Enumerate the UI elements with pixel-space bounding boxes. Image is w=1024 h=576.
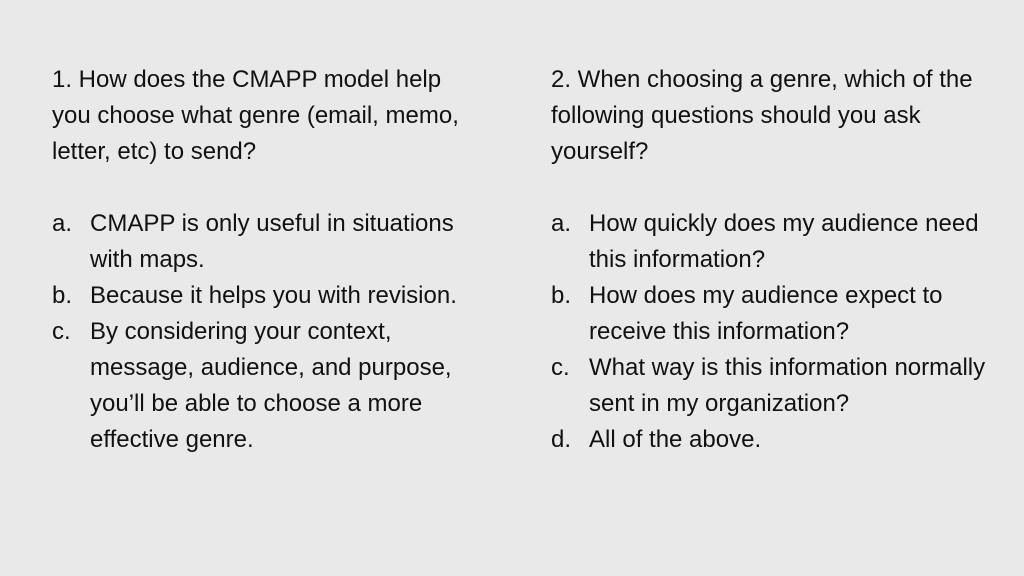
option-letter: c. xyxy=(52,318,71,345)
option-2b xyxy=(551,278,996,350)
question-1-block xyxy=(52,62,472,458)
option-2d xyxy=(551,422,996,458)
option-letter: a. xyxy=(551,210,572,237)
question-2-options xyxy=(551,206,996,458)
option-1a xyxy=(52,206,472,278)
option-letter: d. xyxy=(551,426,572,453)
option-text: By considering your context, message, audience, and purpose, you’ll be able to choose a more effective genre. xyxy=(90,318,452,453)
option-letter: b. xyxy=(52,282,73,309)
option-2a xyxy=(551,206,996,278)
option-letter: c. xyxy=(551,354,570,381)
option-text: What way is this information normally sent in my organization? xyxy=(589,354,986,417)
spacer xyxy=(551,170,996,206)
option-2c xyxy=(551,350,996,422)
option-text: How quickly does my audience need this information? xyxy=(589,210,979,273)
option-text: Because it helps you with revision. xyxy=(90,282,457,309)
option-text: How does my audience expect to receive this information? xyxy=(589,282,943,345)
option-1b xyxy=(52,278,472,314)
question-1-text: 1. How does the CMAPP model help you choose what genre (email, memo, letter, etc) to send? xyxy=(52,66,459,165)
question-1-options xyxy=(52,206,472,458)
option-1c xyxy=(52,314,472,458)
question-2-block xyxy=(551,62,996,458)
option-text: CMAPP is only useful in situations with maps. xyxy=(90,210,454,273)
spacer xyxy=(52,170,472,206)
option-text: All of the above. xyxy=(589,426,762,453)
option-letter: b. xyxy=(551,282,572,309)
option-letter: a. xyxy=(52,210,73,237)
question-2-text: 2. When choosing a genre, which of the following questions should you ask yourself? xyxy=(551,66,973,165)
